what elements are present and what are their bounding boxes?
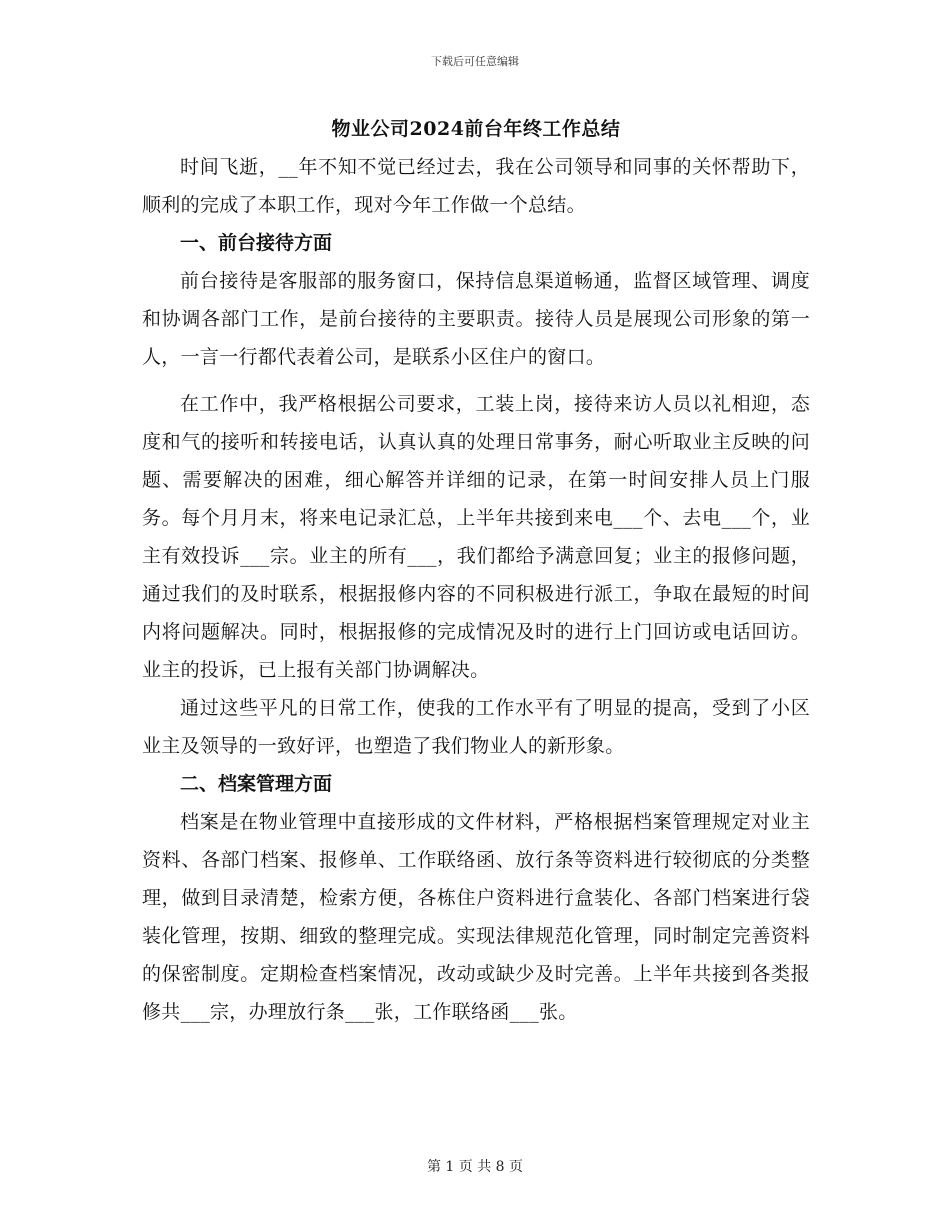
reception-paragraph-3: 通过这些平凡的日常工作，使我的工作水平有了明显的提高，受到了小区业主及领导的一致好评，也塑造了我们物业人的新形象。 [142,697,810,757]
intro-paragraph: 时间飞逝，__年不知不觉已经过去，我在公司领导和同事的关怀帮助下，顺利的完成了本职工作，现对今年工作做一个总结。 [142,156,810,216]
document-title: 物业公司2024前台年终工作总结 [331,118,621,140]
document-body [142,110,810,1031]
archives-paragraph-1: 档案是在物业管理中直接形成的文件材料，严格根据档案管理规定对业主资料、各部门档案、报修单、工作联络函、放行条等资料进行较彻底的分类整理，做到目录清楚，检索方便，各栋住户资料进行盒装化、各部门档案进行袋装化管理，按期、细致的整理完成。实现法律规范化管理，同时制定完善资料的保密制度。定期检查档案情况，改动或缺少及时完善。上半年共接到各类报修共___宗，办理放行条___张，工作联络函___张。 [142,811,810,1023]
reception-paragraph-1: 前台接待是客服部的服务窗口，保持信息渠道畅通，监督区域管理、调度和协调各部门工作，是前台接待的主要职责。接待人员是展现公司形象的第一人，一言一行都代表着公司，是联系小区住户的窗口。 [142,270,810,368]
header-note: 下载后可任意编辑 [431,55,519,68]
section-heading-reception: 一、前台接待方面 [180,232,333,254]
reception-paragraph-2: 在工作中，我严格根据公司要求，工装上岗，接待来访人员以礼相迎，态度和气的接听和转接电话，认真认真的处理日常事务，耐心听取业主反映的问题、需要解决的困难，细心解答并详细的记录，在第一时间安排人员上门服务。每个月月末，将来电记录汇总，上半年共接到来电___个、去电___个，业主有效投诉___宗。业主的所有___，我们都给予满意回复；业主的报修问题，通过我们的及时联系，根据报修内容的不同积极进行派工，争取在最短的时间内将问题解决。同时，根据报修的完成情况及时的进行上门回访或电话回访。业主的投诉，已上报有关部门协调解决。 [142,393,810,681]
page-number: 第 1 页 共 8 页 [426,1159,524,1175]
section-heading-archives: 二、档案管理方面 [180,773,333,795]
